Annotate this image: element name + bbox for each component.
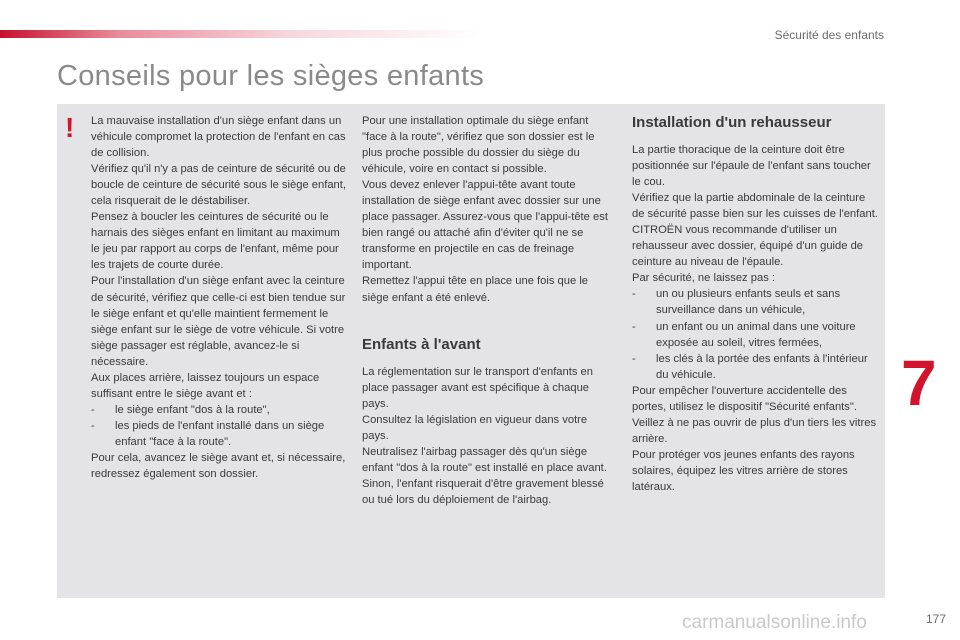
list-item: - un enfant ou un animal dans une voiture exposée au soleil, vitres fermées, (632, 319, 880, 351)
paragraph: Par sécurité, ne laissez pas : (632, 272, 776, 285)
paragraph: Pensez à boucler les ceintures de sécurité ou le harnais des sièges enfant en limitant au maximum le jeu par rapport au corps de l'enfant, même pour les trajets de courte durée. (91, 211, 340, 272)
chapter-number: 7 (901, 347, 937, 419)
list-item: - les clés à la portée des enfants à l'intérieur du véhicule. (632, 351, 880, 383)
paragraph: Vérifiez que la partie abdominale de la ceinture de sécurité passe bien sur les cuisses de l'enfant. (632, 192, 878, 221)
list-item: - le siège enfant "dos à la route", (91, 402, 347, 418)
list-item: - un ou plusieurs enfants seuls et sans surveillance dans un véhicule, (632, 286, 880, 318)
column-warnings (91, 113, 347, 482)
watermark: carmanualsonline.info (682, 612, 867, 633)
paragraph: Aux places arrière, laissez toujours un espace suffisant entre le siège avant et : (91, 371, 320, 400)
paragraph: Neutralisez l'airbag passager dès qu'un siège enfant "dos à la route" est installé en place avant. (362, 445, 607, 474)
paragraph: La partie thoracique de la ceinture doit être positionnée sur l'épaule de l'enfant sans toucher le cou. (632, 144, 871, 189)
page-number: 177 (925, 612, 946, 626)
column-booster-seat (632, 114, 880, 495)
bullet-list (632, 286, 880, 382)
paragraph: Pour protéger vos jeunes enfants des rayons solaires, équipez les vitres arrière de stores latéraux. (632, 448, 855, 493)
warning-exclamation-icon: ! (65, 112, 75, 143)
paragraph: Vous devez enlever l'appui-tête avant toute installation de siège enfant avec dossier sur une place passager. Assurez-vous que l'appui-tête est bien rangé ou attaché afin d'éviter qu'il ne se transforme en projectile en cas de freinage important. (362, 179, 608, 272)
paragraph: Vérifiez qu'il n'y a pas de ceinture de sécurité ou de boucle de ceinture de sécurité sous le siège enfant, cela risquerait de le déstabiliser. (91, 163, 346, 208)
paragraph: Remettez l'appui tête en place une fois que le siège enfant a été enlevé. (362, 275, 589, 304)
heading-front-children: Enfants à l'avant (362, 335, 481, 353)
paragraph: Pour une installation optimale du siège enfant "face à la route", vérifiez que son dossier est le plus proche possible du dossier du siège du véhicule, voire en contact si possible. (362, 115, 595, 176)
page-title: Conseils pour les sièges enfants (57, 60, 485, 92)
paragraph: La réglementation sur le transport d'enfants en place passager avant est spécifique à chaque pays. (362, 365, 593, 410)
heading-booster-installation: Installation d'un rehausseur (632, 114, 832, 131)
list-item: - les pieds de l'enfant installé dans un siège enfant "face à la route". (91, 418, 347, 450)
header-accent-bar (0, 30, 480, 38)
bullet-list (91, 402, 347, 450)
paragraph: CITROËN vous recommande d'utiliser un rehausseur avec dossier, équipé d'un guide de ceinture au niveau de l'épaule. (632, 224, 864, 269)
paragraph: Veillez à ne pas ouvrir de plus d'un tiers les vitres arrière. (632, 416, 877, 445)
section-header: Sécurité des enfants (774, 28, 884, 42)
paragraph: La mauvaise installation d'un siège enfant dans un véhicule compromet la protection de l'enfant en cas de collision. (91, 115, 346, 160)
paragraph: Consultez la législation en vigueur dans votre pays. (362, 413, 588, 442)
paragraph: Pour cela, avancez le siège avant et, si nécessaire, redressez également son dossier. (91, 451, 346, 481)
column-front-seat (362, 113, 608, 508)
paragraph: Pour l'installation d'un siège enfant avec la ceinture de sécurité, vérifiez que celle-ci est bien tendue sur le siège enfant et qu'elle maintient fermement le siège enfant sur le siège de votre véhicule. Si votre siège passager est réglable, avancez-le si nécessaire. (91, 275, 346, 368)
paragraph: Sinon, l'enfant risquerait d'être gravement blessé ou tué lors du déploiement de l'airbag. (362, 477, 604, 506)
paragraph: Pour empêcher l'ouverture accidentelle des portes, utilisez le dispositif "Sécurité enfants". (632, 384, 857, 413)
